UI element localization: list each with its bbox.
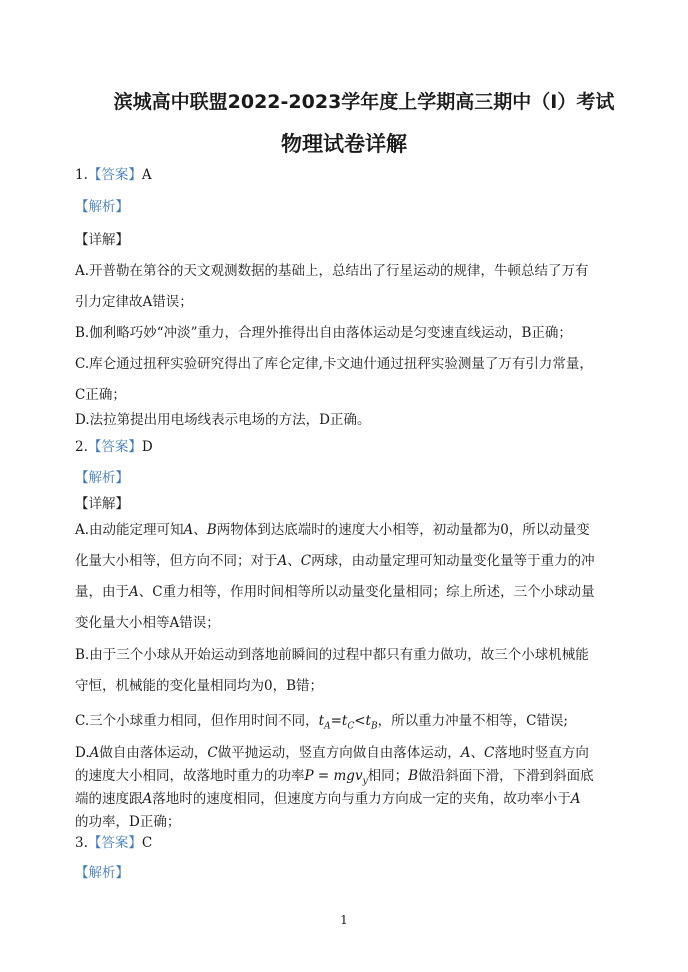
q2-a-line-2: 化量大小相等，但方向不同；对于A、C两球，由动量定理可知动量变化量等于重力的冲	[75, 553, 595, 569]
q2-a-line-1: A.由动能定理可知A、B两物体到达底端时的速度大小相等，初动量都为0，所以动量变	[75, 522, 590, 538]
document-title: 滨城高中联盟2022-2023学年度上学期高三期中（Ⅰ）考试	[113, 91, 615, 113]
q1-line-6: D.法拉第提出用电场线表示电场的方法，D正确。	[75, 412, 371, 428]
q2-d-line-4: 的功率，D正确；	[75, 814, 181, 830]
q1-line-5: C正确；	[75, 387, 126, 403]
q2-analysis-label: 【解析】	[75, 470, 129, 486]
q2-answer-line: 2.【答案】D	[75, 439, 153, 455]
document-subtitle: 物理试卷详解	[281, 132, 407, 156]
q1-line-4: C.库仑通过扭秤实验研究得出了库仑定律,卡文迪什通过扭秤实验测量了万有引力常量，	[75, 356, 593, 372]
q1-line-3: B.伽利略巧妙“冲淡”重力，合理外推得出自由落体运动是匀变速直线运动，B正确；	[75, 325, 572, 341]
q2-a-line-3: 量，由于A、C重力相等，作用时间相等所以动量变化量相同；综上所述，三个小球动量	[75, 584, 595, 600]
q2-c-line: C.三个小球重力相同，但作用时间不同，$t_A=t_C<t_B$，所以重力冲量不相等，C错误;	[75, 713, 568, 732]
q2-d-line-1: D.A做自由落体运动，C做平抛运动，竖直方向做自由落体运动，A、C落地时竖直方向	[75, 745, 589, 761]
q2-detail-label: 【详解】	[75, 496, 129, 512]
q3-analysis-label: 【解析】	[75, 865, 129, 881]
q3-answer-line: 3.【答案】C	[75, 835, 153, 851]
q1-line-1: A.开普勒在第谷的天文观测数据的基础上，总结出了行星运动的规律，牛顿总结了万有	[75, 263, 589, 279]
q2-d-line-2: 的速度大小相同，故落地时重力的功率P = mgv$_y$相同；B做沿斜面下滑，下滑到斜面底	[75, 768, 594, 787]
q2-b-line-1: B.由于三个小球从开始运动到落地前瞬间的过程中都只有重力做功，故三个小球机械能	[75, 647, 589, 663]
q2-a-line-4: 变化量大小相等A错误；	[75, 615, 220, 631]
q2-b-line-2: 守恒，机械能的变化量相同均为0，B错；	[75, 678, 324, 694]
q2-d-line-3: 端的速度跟A落地时的速度相同，但速度方向与重力方向成一定的夹角，故功率小于A	[75, 791, 581, 807]
q1-answer-line: 1.【答案】A	[75, 167, 152, 183]
q1-analysis-label: 【解析】	[75, 199, 129, 215]
q1-detail-label: 【详解】	[75, 232, 129, 248]
q1-line-2: 引力定律故A错误；	[75, 294, 193, 310]
page-number: 1	[340, 913, 348, 927]
